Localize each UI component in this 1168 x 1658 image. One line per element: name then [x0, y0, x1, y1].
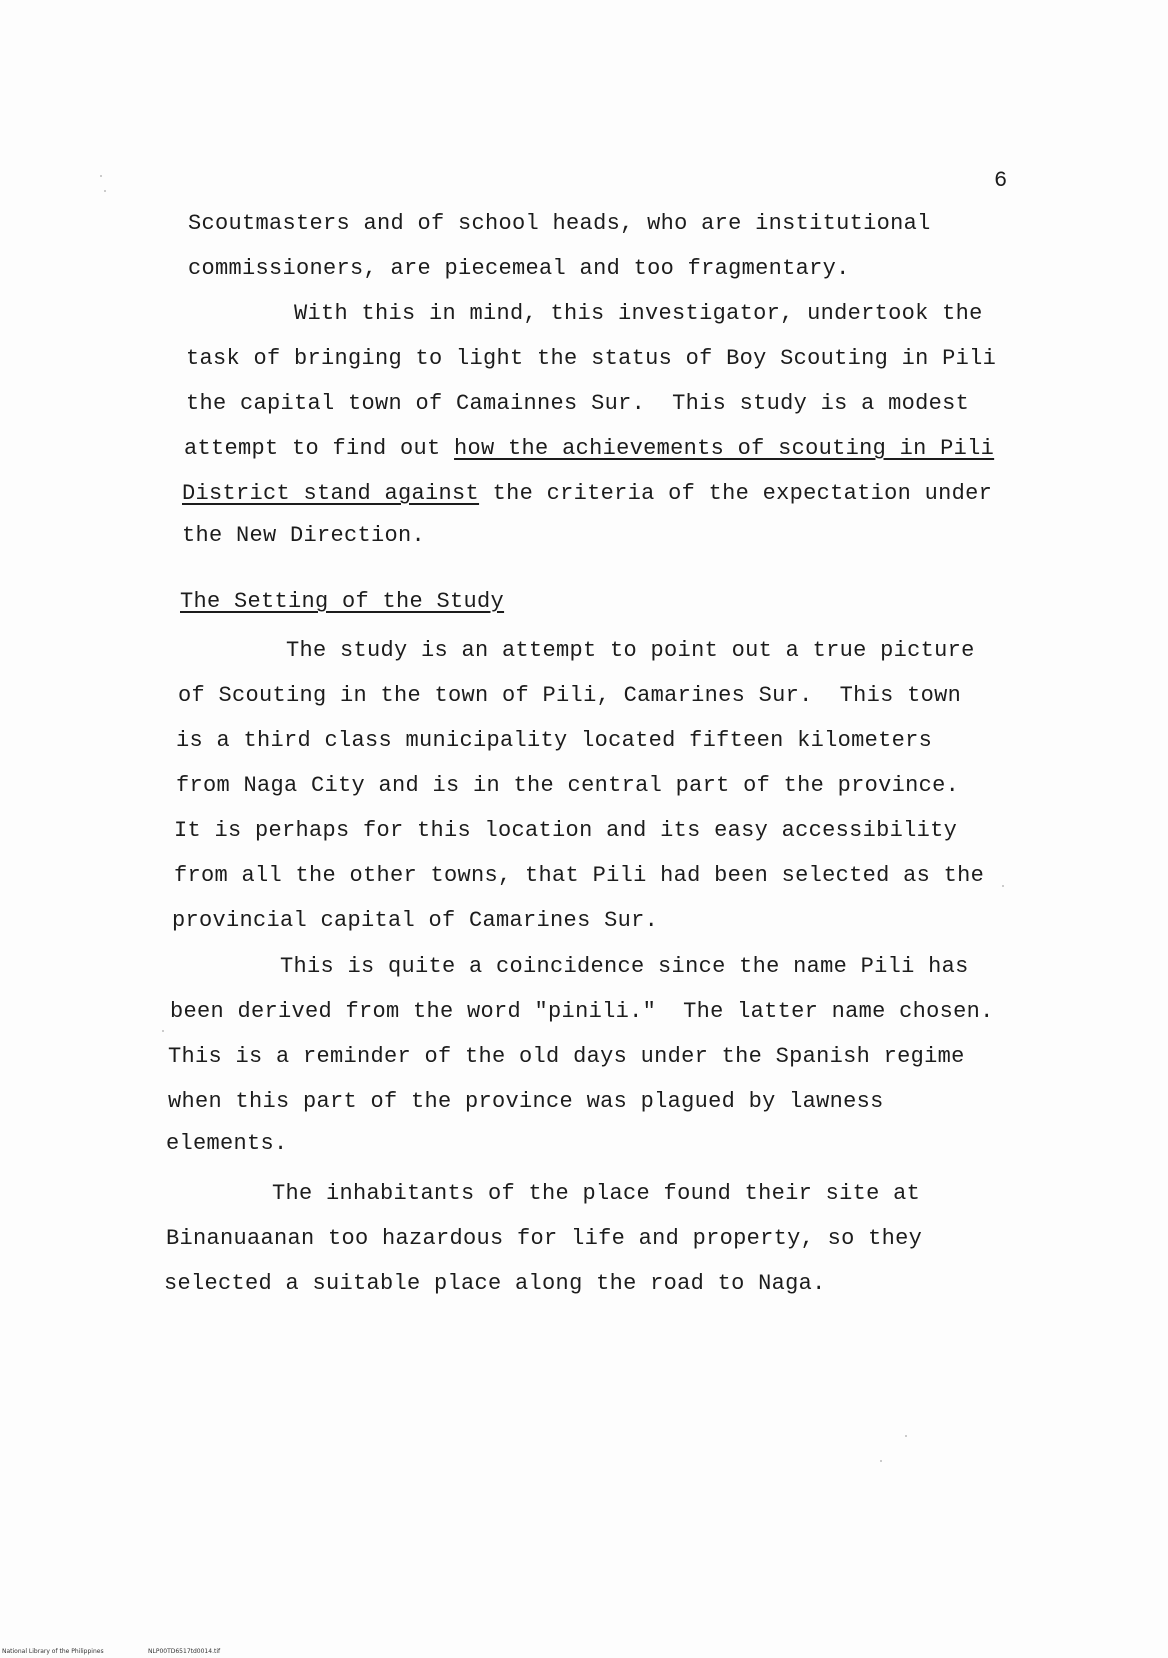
scan-speck: [880, 1460, 882, 1462]
text-line: when this part of the province was plagued by lawness: [168, 1089, 884, 1114]
text-segment: the criteria of the expectation under: [479, 481, 993, 506]
text-line: from all the other towns, that Pili had been selected as the: [174, 863, 985, 888]
text-line: Scoutmasters and of school heads, who are institutional: [188, 211, 931, 236]
footer-library-credit: National Library of the Philippines: [2, 1648, 104, 1655]
text-line: of Scouting in the town of Pili, Camarines Sur. This town: [178, 683, 962, 708]
text-line: It is perhaps for this location and its easy accessibility: [174, 818, 958, 843]
text-line: from Naga City and is in the central part of the province.: [176, 773, 960, 798]
underlined-phrase: how the achievements of scouting in Pili: [454, 436, 995, 461]
text-line: provincial capital of Camarines Sur.: [172, 908, 659, 933]
text-line: This is a reminder of the old days under the Spanish regime: [168, 1044, 965, 1069]
text-line: the capital town of Camainnes Sur. This study is a modest: [186, 391, 970, 416]
text-line: selected a suitable place along the road to Naga.: [164, 1271, 826, 1296]
page-number: 6: [994, 168, 1008, 193]
text-segment: attempt to find out: [184, 436, 455, 461]
footer-file-id: NLP00TD6517td0014.tif: [148, 1648, 221, 1655]
text-line: [184, 435, 994, 463]
text-line: is a third class municipality located fifteen kilometers: [176, 728, 933, 753]
text-line: the New Direction.: [182, 523, 426, 548]
scan-speck: [905, 1435, 907, 1437]
text-line: This is quite a coincidence since the name Pili has: [280, 954, 969, 979]
text-line: The study is an attempt to point out a true picture: [286, 638, 975, 663]
text-line: commissioners, are piecemeal and too fragmentary.: [188, 256, 850, 281]
scan-speck: [104, 190, 106, 192]
text-line: [182, 480, 992, 508]
scan-speck: [162, 1030, 164, 1032]
text-line: elements.: [166, 1131, 288, 1156]
text-line: The inhabitants of the place found their site at: [272, 1181, 921, 1206]
text-line: With this in mind, this investigator, undertook the: [294, 301, 983, 326]
text-line: task of bringing to light the status of Boy Scouting in Pili: [186, 346, 997, 371]
scan-speck: [100, 175, 102, 177]
section-heading: The Setting of the Study: [180, 589, 505, 614]
underlined-phrase: District stand against: [182, 481, 480, 506]
text-line: Binanuaanan too hazardous for life and property, so they: [166, 1226, 923, 1251]
scan-speck: [1002, 885, 1004, 887]
text-line: been derived from the word "pinili." The latter name chosen.: [170, 999, 994, 1024]
